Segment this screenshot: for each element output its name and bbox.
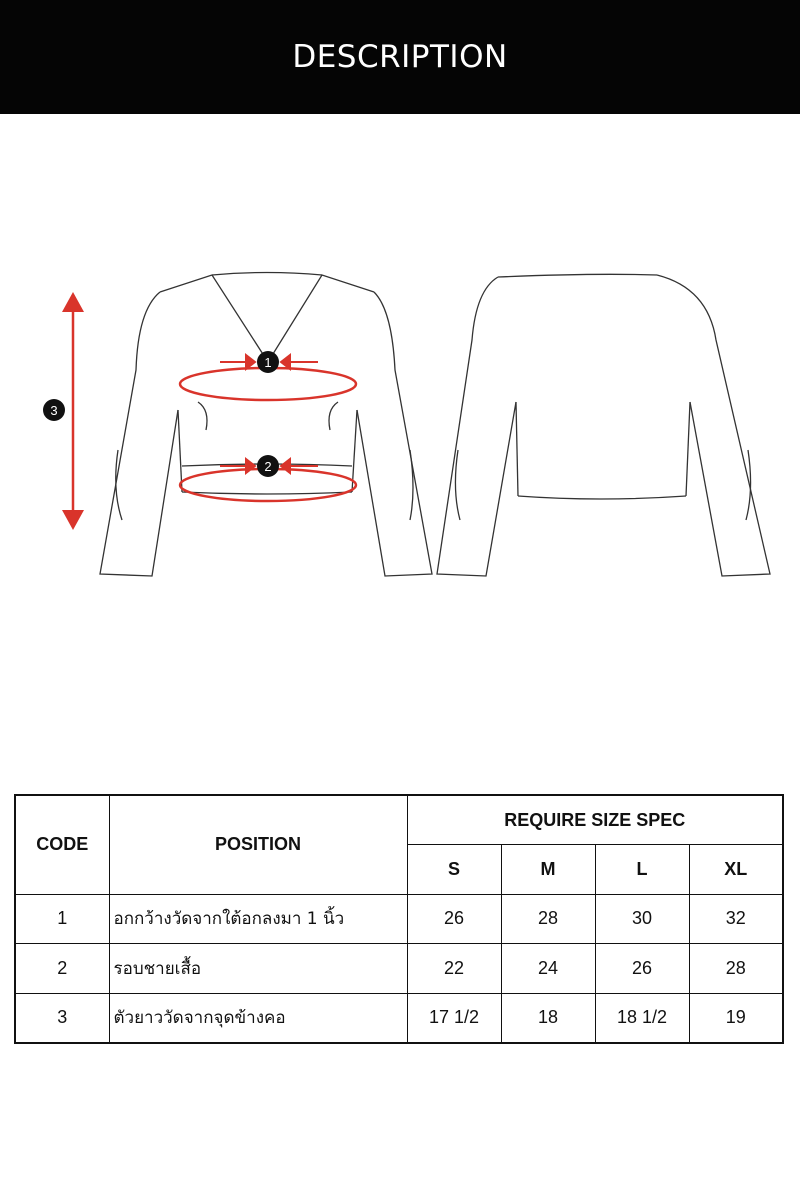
code-header: CODE xyxy=(15,795,109,894)
row-position: รอบชายเสื้อ xyxy=(109,944,407,993)
row-position: อกกว้างวัดจากใต้อกลงมา 1 นิ้ว xyxy=(109,894,407,943)
row-value-m: 24 xyxy=(501,944,595,993)
row-position: ตัวยาววัดจากจุดข้างคอ xyxy=(109,993,407,1043)
row-value-s: 22 xyxy=(407,944,501,993)
garment-diagram xyxy=(0,230,800,610)
row-code: 1 xyxy=(15,894,109,943)
row-value-l: 30 xyxy=(595,894,689,943)
row-value-xl: 19 xyxy=(689,993,783,1043)
row-value-xl: 28 xyxy=(689,944,783,993)
size-l-header: L xyxy=(595,845,689,894)
row-value-s: 17 1/2 xyxy=(407,993,501,1043)
table-row xyxy=(15,944,783,993)
marker-3-label: 3 xyxy=(50,403,58,418)
marker-1-label: 1 xyxy=(264,355,272,370)
bust-measure xyxy=(180,351,356,400)
size-s-header: S xyxy=(407,845,501,894)
spec-header: REQUIRE SIZE SPEC xyxy=(407,795,783,845)
marker-2-label: 2 xyxy=(264,459,272,474)
row-value-xl: 32 xyxy=(689,894,783,943)
size-m-header: M xyxy=(501,845,595,894)
header-bar xyxy=(0,0,800,114)
page-title: DESCRIPTION xyxy=(292,39,508,75)
size-xl-header: XL xyxy=(689,845,783,894)
row-value-l: 26 xyxy=(595,944,689,993)
row-value-m: 18 xyxy=(501,993,595,1043)
back-garment xyxy=(437,274,770,576)
row-value-l: 18 1/2 xyxy=(595,993,689,1043)
position-header: POSITION xyxy=(109,795,407,894)
size-spec-table xyxy=(14,794,784,1044)
row-code: 2 xyxy=(15,944,109,993)
table-row xyxy=(15,894,783,943)
row-value-s: 26 xyxy=(407,894,501,943)
row-code: 3 xyxy=(15,993,109,1043)
row-value-m: 28 xyxy=(501,894,595,943)
table-row xyxy=(15,993,783,1043)
length-measure xyxy=(43,292,84,530)
front-garment xyxy=(100,273,432,577)
